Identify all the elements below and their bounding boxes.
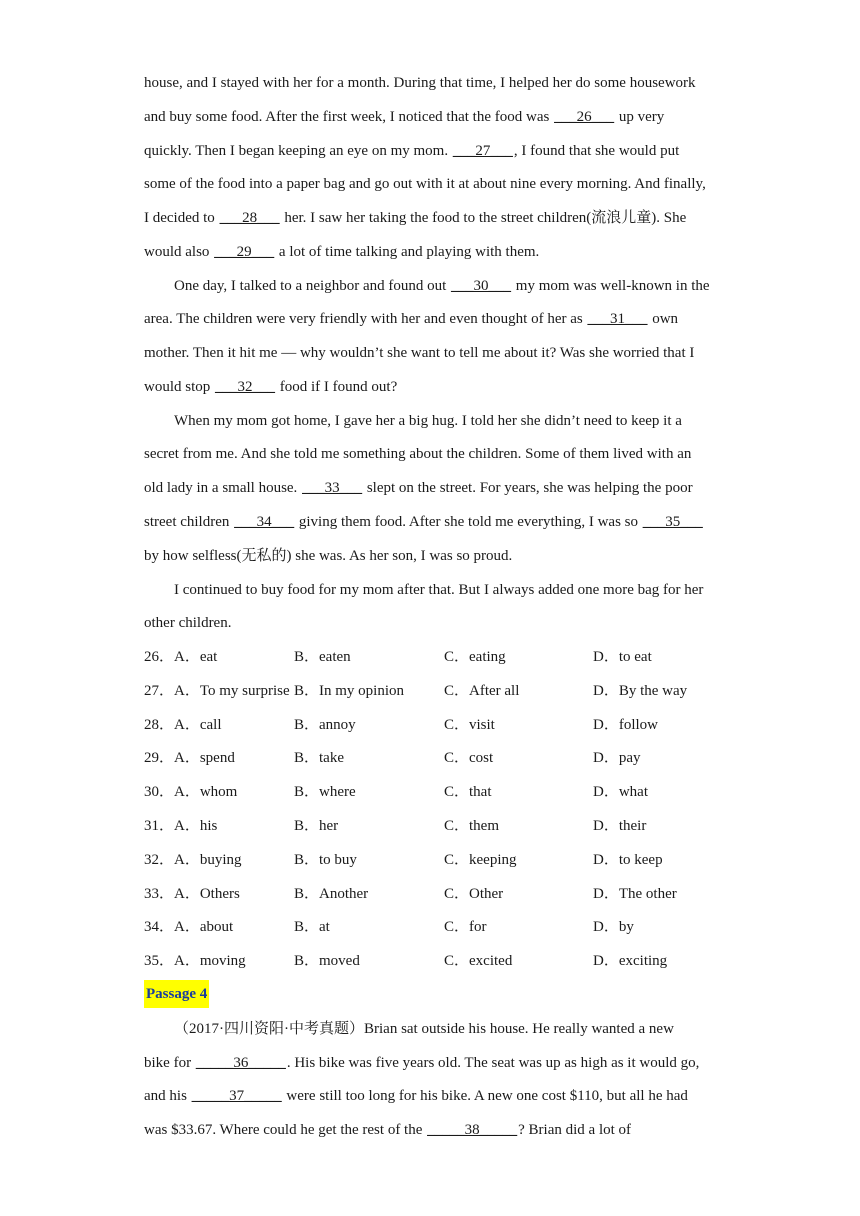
passage-line: I continued to buy food for my mom after that. But I always added one more bag for her (174, 582, 704, 598)
option-b: B．her (294, 818, 339, 834)
question-row (144, 647, 724, 667)
passage-line: When my mom got home, I gave her a big hug. I told her she didn’t need to keep it a (174, 413, 682, 429)
option-c: C．excited (444, 953, 513, 969)
question-row (144, 850, 724, 870)
passage-line: and his _____37_____ were still too long for his bike. A new one cost $110, but all he had (144, 1088, 688, 1104)
passage-line: some of the food into a paper bag and go out with it at about nine every morning. And finally, (144, 176, 706, 192)
option-b: B．In my opinion (294, 683, 405, 699)
blank-26: ___26___ (554, 109, 615, 125)
blank-34: ___34___ (234, 514, 295, 530)
option-c: C．them (444, 818, 499, 834)
passage-line: other children. (144, 615, 232, 631)
passage-line: area. The children were very friendly with her and even thought of her as ___31___ own (144, 311, 679, 327)
blank-31: ___31___ (587, 311, 648, 327)
passage-line: quickly. Then I began keeping an eye on my mom. ___27___, I found that she would put (144, 143, 680, 159)
passage-line: by how selfless(无私的) she was. As her son, I was so proud. (144, 548, 513, 564)
option-b: B．to buy (294, 852, 357, 868)
passage-line: old lady in a small house. ___33___ slept on the street. For years, she was helping the poor (144, 480, 693, 496)
option-b: B．at (294, 919, 330, 935)
blank-37: _____37_____ (191, 1088, 282, 1104)
passage-line: One day, I talked to a neighbor and found out ___30___ my mom was well-known in the (174, 278, 710, 294)
option-a: 29．A．spend (144, 750, 235, 766)
blank-29: ___29___ (214, 244, 275, 260)
question-row (144, 748, 724, 768)
option-d: D．to eat (593, 649, 652, 665)
question-row (144, 715, 724, 735)
passage-line: （2017·四川资阳·中考真题）Brian sat outside his house. He really wanted a new (174, 1021, 674, 1037)
question-row (144, 782, 724, 802)
question-row (144, 681, 724, 701)
option-d: D．to keep (593, 852, 663, 868)
option-b: B．annoy (294, 717, 356, 733)
option-d: D．pay (593, 750, 641, 766)
blank-33: ___33___ (302, 480, 363, 496)
option-a: 30．A．whom (144, 784, 238, 800)
option-b: B．eaten (294, 649, 351, 665)
option-d: D．By the way (593, 683, 688, 699)
passage-line: I decided to ___28___ her. I saw her taking the food to the street children(流浪儿童). She (144, 210, 687, 226)
passage-line: would also ___29___ a lot of time talking and playing with them. (144, 244, 540, 260)
passage-line: secret from me. And she told me something about the children. Some of them lived with an (144, 446, 692, 462)
option-a: 35．A．moving (144, 953, 246, 969)
option-a: 26．A．eat (144, 649, 218, 665)
option-c: C．After all (444, 683, 520, 699)
option-c: C．for (444, 919, 487, 935)
passage-line: street children ___34___ giving them food. After she told me everything, I was so ___35___ (144, 514, 703, 530)
option-a: 33．A．Others (144, 886, 240, 902)
blank-32: ___32___ (215, 379, 276, 395)
blank-28: ___28___ (219, 210, 280, 226)
option-d: D．by (593, 919, 634, 935)
passage-line: would stop ___32___ food if I found out? (144, 379, 398, 395)
blank-27: ___27___ (452, 143, 513, 159)
option-a: 27．A．To my surprise (144, 683, 290, 699)
passage-line: and buy some food. After the first week, I noticed that the food was ___26___ up very (144, 109, 665, 125)
option-c: C．Other (444, 886, 504, 902)
option-b: B．moved (294, 953, 360, 969)
option-c: C．that (444, 784, 492, 800)
option-a: 32．A．buying (144, 852, 242, 868)
option-d: D．exciting (593, 953, 668, 969)
option-c: C．keeping (444, 852, 517, 868)
passage-line: house, and I stayed with her for a month. During that time, I helped her do some housework (144, 75, 696, 91)
option-a: 31．A．his (144, 818, 218, 834)
option-b: B．where (294, 784, 356, 800)
option-c: C．eating (444, 649, 506, 665)
passage-4-heading: Passage 4 (144, 980, 209, 1008)
blank-36: _____36_____ (195, 1055, 286, 1071)
option-c: C．visit (444, 717, 495, 733)
option-c: C．cost (444, 750, 494, 766)
option-b: B．Another (294, 886, 369, 902)
question-row (144, 917, 724, 937)
question-row (144, 884, 724, 904)
passage-line: was $33.67. Where could he get the rest of the _____38_____? Brian did a lot of (144, 1122, 632, 1138)
option-d: D．The other (593, 886, 677, 902)
blank-38: _____38_____ (427, 1122, 518, 1138)
option-d: D．their (593, 818, 647, 834)
option-a: 28．A．call (144, 717, 222, 733)
question-row (144, 951, 724, 971)
blank-35: ___35___ (642, 514, 703, 530)
question-row (144, 816, 724, 836)
passage-line: bike for _____36_____. His bike was five years old. The seat was up as high as it would go, (144, 1055, 700, 1071)
option-a: 34．A．about (144, 919, 234, 935)
blank-30: ___30___ (451, 278, 512, 294)
option-b: B．take (294, 750, 344, 766)
option-d: D．what (593, 784, 648, 800)
passage-line: mother. Then it hit me — why wouldn’t she want to tell me about it? Was she worried that I (144, 345, 695, 361)
option-d: D．follow (593, 717, 658, 733)
